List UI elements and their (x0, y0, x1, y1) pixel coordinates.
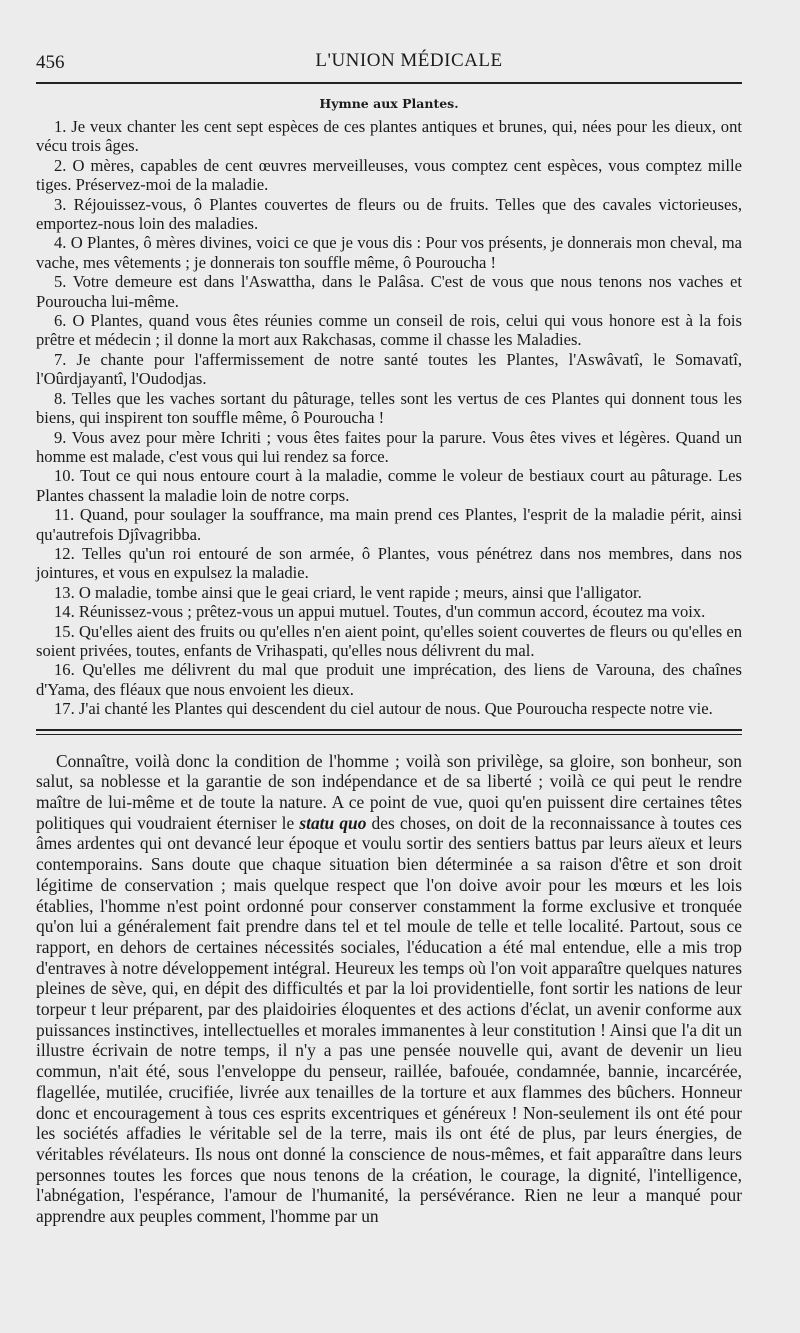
verse-number: 9. (54, 427, 67, 447)
verse-number: 5. (54, 272, 67, 292)
verse (36, 117, 742, 156)
verse (36, 428, 742, 467)
verse-text: O Plantes, quand vous êtes réunies comme un conseil de rois, celui qui vous honore est à la fois prêtre et médecin ; il donne la mort aux Rakchasas, comme il chasse les Maladies. (36, 311, 742, 350)
journal-title: L'UNION MÉDICALE (315, 50, 503, 71)
verse (36, 660, 742, 699)
verse (36, 622, 742, 661)
verse (36, 544, 742, 583)
hymn-title: Hymne aux Plantes. (319, 96, 459, 111)
verse (36, 272, 742, 311)
verse (36, 699, 742, 718)
verse-number: 15. (54, 621, 75, 641)
verse (36, 311, 742, 350)
verse-number: 11. (54, 505, 75, 525)
body-paragraph (36, 751, 742, 1227)
verse-text: Votre demeure est dans l'Aswattha, dans le Palâsa. C'est de vous que nous tenons nos vaches et Pouroucha lui-même. (36, 272, 742, 311)
verse-text: Je veux chanter les cent sept espèces de ces plantes antiques et brunes, qui, nées pour les dieux, ont vécu trois âges. (36, 117, 743, 156)
verse-text: O mères, capables de cent œuvres merveilleuses, vous comptez cent espèces, vous comptez mille tiges. Préservez-moi de la maladie. (36, 155, 742, 195)
verse-text: Tout ce qui nous entoure court à la maladie, comme le voleur de bestiaux court au pâturage. Les Plantes chassent la maladie loin de notre corps. (36, 466, 742, 505)
verse-number: 8. (54, 388, 67, 408)
hymn-verses (36, 117, 742, 719)
verse-number: 1. (54, 117, 67, 136)
section-divider (36, 729, 742, 735)
verse (36, 233, 742, 272)
body-text-part1: Connaître, voilà donc la condition de l'homme ; voilà son privilège, sa gloire, son bonheur, son salut, sa noblesse et la garantie de son indépendance et de sa liberté ; voilà ce qui peut le rendre maître de lui-même et de toute la nature. A ce point de vue, quoi qu'en puissent dire certaines têtes politiques qui voudraient éterniser le (36, 750, 742, 833)
verse-number: 2. (54, 155, 67, 175)
verse-number: 4. (54, 233, 67, 253)
verse-number: 13. (54, 582, 75, 602)
verse-number: 16. (54, 660, 75, 680)
verse-text: Telles qu'un roi entouré de son armée, ô Plantes, vous pénétrez dans nos membres, dans nos jointures, et vous en expulsez la maladie. (36, 543, 742, 583)
verse (36, 505, 742, 544)
verse-number: 7. (54, 349, 67, 369)
verse-text: Réjouissez-vous, ô Plantes couvertes de fleurs ou de fruits. Telles que des cavales victorieuses, emportez-nous loin des maladies. (36, 194, 742, 234)
running-header (36, 46, 742, 80)
header-rule (36, 82, 742, 84)
body-text-part2: des choses, on doit de la reconnaissance à toutes ces âmes ardentes qui ont devancé leur époque et voulu sortir des sentiers battus par leurs aïeux et leurs contemporains. Sans doute que chaque situation bien déterminée a sa raison d'être et son droit légitime de conservation ; mais quelque respect que l'on doive avoir pour les mœurs et les lois établies, l'homme n'est point ordonné pour conserver constamment la forme exclusive et tronquée qu'on lui a généralement fait prendre dans tel et tel moule de telle et telle localité. Partout, sous ce rapport, en dehors de certaines nécessités sociales, l'éducation a été mal entendue, elle a mis trop d'entraves à notre développement intégral. Heureux les temps où l'on voit apparaître quelques natures pleines de sève, qui, en dépit des difficultés et par la loi providentielle, font sortir les nations de leur torpeur t leur préparent, par des plaidoiries éloquentes et des actions d'éclat, un avenir conforme aux puissances instinctives, intellectuelles et morales immanentes à leur constitution ! Ainsi que l'a dit un illustre écrivain de notre temps, il n'y a pas une pensée nouvelle qui, avant de devenir un lieu commun, n'ait été, sous l'enveloppe du penseur, raillée, bafouée, condamnée, bannie, incarcérée, flagellée, mutilée, crucifiée, livrée aux tenailles de la torture et aux flammes des bûchers. Honneur donc et encouragement à tous ces esprits excentriques et généreux ! Non-seulement ils ont été pour les sociétés affadies le véritable sel de la terre, mais ils ont été de plus, par leurs énergies, de véritables révélateurs. Ils nous ont donné la conscience de nous-mêmes, et fait apparaître dans leurs personnes toutes les forces que nous tenons de la création, le courage, la dignité, l'intelligence, l'abnégation, l'espérance, l'amour de l'humanité, la persévérance. Rien ne leur a manqué pour apprendre aux peuples comment, l'homme par un (36, 812, 742, 1227)
verse-text: Qu'elles me délivrent du mal que produit une imprécation, des liens de Varouna, des chaînes d'Yama, des fléaux que nous envoient les dieux. (36, 660, 743, 699)
verse (36, 583, 742, 602)
verse-number: 14. (54, 602, 75, 622)
verse-text: Qu'elles aient des fruits ou qu'elles n'en aient point, qu'elles soient couvertes de fleurs ou qu'elles en soient privées, toutes, enfants de Vrihaspati, qu'elles nous délivrent du mal. (36, 621, 743, 660)
verse-text: Réunissez-vous ; prêtez-vous un appui mutuel. Toutes, d'un commun accord, écoutez ma voix. (78, 602, 706, 622)
verse-text: Telles que les vaches sortant du pâturage, telles sont les vertus de ces Plantes qui donnent tous les biens, qui inspirent ton souffle même, ô Pouroucha ! (36, 388, 742, 428)
verse (36, 466, 742, 505)
verse (36, 156, 742, 195)
verse-text: Je chante pour l'affermissement de notre santé toutes les Plantes, l'Aswâvatî, le Somavatî, l'Oûrdjayantî, l'Oudodjas. (36, 349, 742, 389)
verse-number: 10. (54, 466, 75, 486)
verse (36, 602, 742, 621)
verse-number: 17. (54, 699, 75, 719)
verse-text: J'ai chanté les Plantes qui descendent du ciel autour de nous. Que Pouroucha respecte notre vie. (78, 699, 713, 719)
verse (36, 350, 742, 389)
verse-text: Vous avez pour mère Ichriti ; vous êtes faites pour la parure. Vous êtes vives et légères. Quand un homme est malade, c'est vous qui lui rendez sa force. (36, 427, 742, 466)
page-number: 456 (36, 52, 65, 73)
verse-number: 6. (54, 311, 67, 331)
latin-phrase: statu quo (299, 812, 367, 833)
verse-number: 3. (54, 194, 67, 214)
verse-text: Quand, pour soulager la souffrance, ma main prend ces Plantes, l'esprit de la maladie périt, ainsi qu'autrefois Djîvagribba. (36, 505, 742, 544)
verse-text: O maladie, tombe ainsi que le geai criard, le vent rapide ; meurs, ainsi que l'alligator. (78, 582, 642, 602)
verse (36, 389, 742, 428)
verse-text: O Plantes, ô mères divines, voici ce que je vous dis : Pour vos présents, je donnerais mon cheval, ma vache, mes vêtements ; je donnerais ton souffle même, ô Pouroucha ! (36, 233, 743, 272)
verse (36, 195, 742, 234)
verse-number: 12. (54, 543, 75, 563)
